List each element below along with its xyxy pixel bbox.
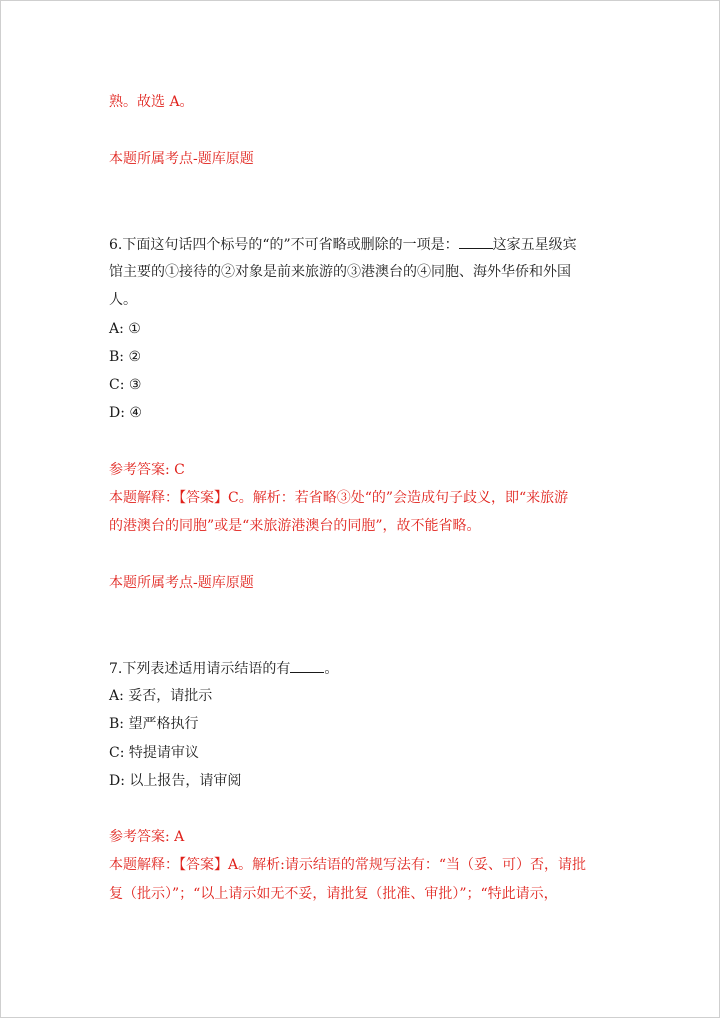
q7-stem-prefix: 7.下列表述适用请示结语的有 (109, 661, 291, 677)
q7-explanation-line1: 本题解释：【答案】A。解析:请示结语的常规写法有：“当（妥、可）否，请批 (109, 857, 586, 873)
q6-option-a: A: ① (109, 321, 141, 337)
q6-explanation-line1: 本题解释：【答案】C。解析：若省略③处“的”会造成句子歧义，即“来旅游 (109, 490, 569, 506)
q6-option-b: B: ② (109, 349, 142, 365)
q6-topic: 本题所属考点-题库原题 (109, 575, 254, 591)
q6-option-d: D: ④ (109, 405, 142, 421)
q7-answer: 参考答案: A (109, 829, 185, 845)
q6-stem-line3: 人。 (109, 292, 137, 308)
q7-option-c: C: 特提请审议 (109, 745, 199, 761)
q6-option-c: C: ③ (109, 377, 142, 393)
q7-option-b: B: 望严格执行 (109, 716, 199, 732)
q7-option-d: D: 以上报告，请审阅 (109, 773, 242, 789)
q6-explanation-line2: 的港澳台的同胞”或是“来旅游港澳台的同胞”，故不能省略。 (109, 518, 481, 534)
previous-topic: 本题所属考点-题库原题 (109, 151, 254, 167)
q7-option-a: A: 妥否，请批示 (109, 688, 213, 704)
q6-stem-suffix: 这家五星级宾 (492, 237, 577, 253)
q7-answer-blank (290, 658, 324, 673)
q6-stem-prefix: 6.下面这句话四个标号的“的”不可省略或删除的一项是： (109, 237, 459, 253)
q6-answer: 参考答案: C (109, 462, 185, 478)
q7-stem (109, 658, 338, 679)
q6-stem-line1 (109, 234, 577, 255)
q7-stem-suffix: 。 (324, 661, 339, 677)
q7-explanation-line2: 复（批示）”；“以上请示如无不妥，请批复（批准、审批）”；“特此请示， (109, 886, 558, 902)
previous-answer-tail: 熟。故选 A。 (109, 94, 194, 110)
q6-stem-line2: 馆主要的①接待的②对象是前来旅游的③港澳台的④同胞、海外华侨和外国 (109, 264, 571, 280)
q6-answer-blank (459, 234, 493, 249)
